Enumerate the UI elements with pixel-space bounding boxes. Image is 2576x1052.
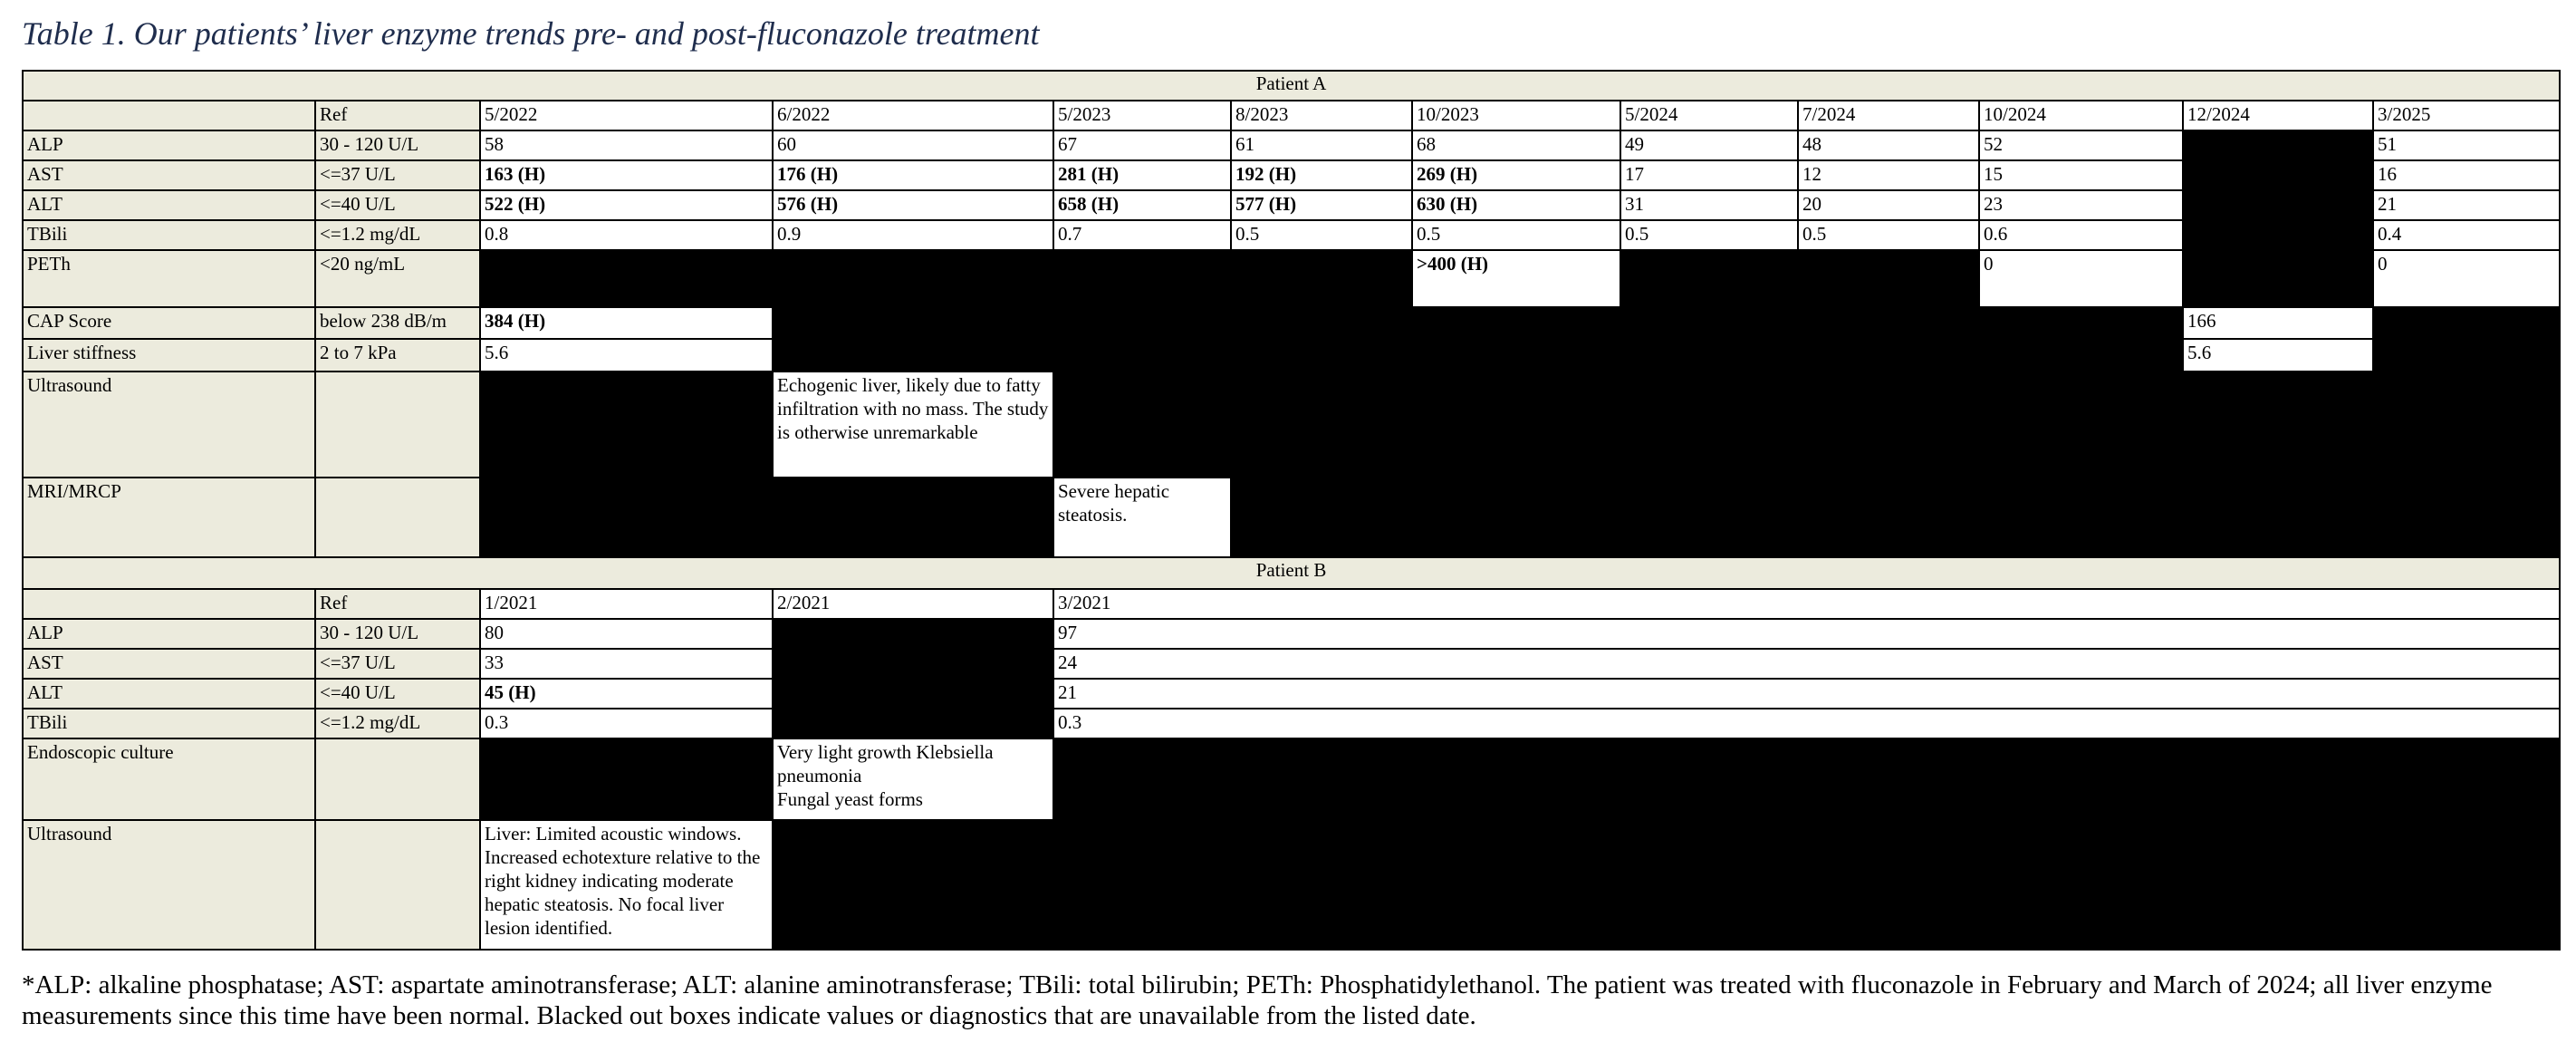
table-row <box>23 307 2560 339</box>
date-header: 12/2024 <box>2183 101 2373 130</box>
cell-value-high: 384 (H) <box>480 307 773 339</box>
culture-finding <box>773 738 1053 820</box>
row-label-tbili: TBili <box>23 709 315 738</box>
ref-value: below 238 dB/m <box>315 307 480 339</box>
ultrasound-finding: Liver: Limited acoustic windows. Increased echotexture relative to the right kidney indicating moderate hepatic steatosis. No focal liver lesion identified. <box>480 820 773 950</box>
row-label-mri-mrcp: MRI/MRCP <box>23 478 315 557</box>
cell-value-high: 269 (H) <box>1412 160 1620 190</box>
cell-value: 31 <box>1620 190 1798 220</box>
cell-value: 0.9 <box>773 220 1053 250</box>
ref-value: <20 ng/mL <box>315 250 480 307</box>
blacked-out-cell <box>2183 220 2373 250</box>
table-row <box>23 738 2560 820</box>
date-header: 5/2022 <box>480 101 773 130</box>
cell-value: 24 <box>1053 649 2560 679</box>
cell-value: 97 <box>1053 619 2560 649</box>
cell-value: 0.5 <box>1231 220 1412 250</box>
date-header: 6/2022 <box>773 101 1053 130</box>
ref-value: <=37 U/L <box>315 649 480 679</box>
date-header: 8/2023 <box>1231 101 1412 130</box>
ref-value: <=40 U/L <box>315 679 480 709</box>
cell-value: 0.8 <box>480 220 773 250</box>
row-label-alt: ALT <box>23 679 315 709</box>
cell-value: 0 <box>2373 250 2560 307</box>
row-label-ast: AST <box>23 649 315 679</box>
date-header: 7/2024 <box>1798 101 1979 130</box>
date-header: 3/2025 <box>2373 101 2560 130</box>
table-row <box>23 339 2560 372</box>
cell-value: 0.5 <box>1620 220 1798 250</box>
cell-value: 15 <box>1979 160 2183 190</box>
ultrasound-finding: Echogenic liver, likely due to fatty infiltration with no mass. The study is otherwise unremarkable <box>773 372 1053 478</box>
cell-value: 0.4 <box>2373 220 2560 250</box>
table-row <box>23 478 2560 557</box>
blacked-out-cell <box>2373 339 2560 372</box>
blacked-out-cell <box>2183 250 2373 307</box>
cell-value: 166 <box>2183 307 2373 339</box>
ref-value <box>315 820 480 950</box>
liver-enzyme-table <box>22 70 2561 951</box>
date-header: 3/2021 <box>1053 589 2560 619</box>
ref-value: 30 - 120 U/L <box>315 619 480 649</box>
ref-value: <=1.2 mg/dL <box>315 220 480 250</box>
cell-value: 0.5 <box>1798 220 1979 250</box>
cell-value: 16 <box>2373 160 2560 190</box>
blacked-out-cell <box>773 820 2560 950</box>
row-label-endoscopic-culture: Endoscopic culture <box>23 738 315 820</box>
mri-finding: Severe hepatic steatosis. <box>1053 478 1231 557</box>
cell-value: 49 <box>1620 130 1798 160</box>
blacked-out-cell <box>1620 250 1979 307</box>
row-label-tbili: TBili <box>23 220 315 250</box>
cell-value: 0.5 <box>1412 220 1620 250</box>
blacked-out-cell <box>773 339 2183 372</box>
table-footnote: *ALP: alkaline phosphatase; AST: aspartate aminotransferase; ALT: alanine aminotransferase; TBili: total bilirubin; PETh: Phosphatidylethanol. The patient was treated with fluconazole in February and March of 2024; all liver enzyme measurements since this time have been normal. Blacked out boxes indicate values or diagnostics that are unavailable from the listed date. <box>22 970 2493 1030</box>
cell-value-high: 577 (H) <box>1231 190 1412 220</box>
date-header: 2/2021 <box>773 589 1053 619</box>
date-header: 10/2023 <box>1412 101 1620 130</box>
row-label-ultrasound: Ultrasound <box>23 372 315 478</box>
blacked-out-cell <box>480 250 1412 307</box>
cell-value: 21 <box>2373 190 2560 220</box>
table-row <box>23 649 2560 679</box>
table-row <box>23 190 2560 220</box>
blacked-out-cell <box>773 619 1053 738</box>
table-row <box>23 679 2560 709</box>
ref-header: Ref <box>315 589 480 619</box>
date-header: 1/2021 <box>480 589 773 619</box>
blacked-out-cell <box>2183 190 2373 220</box>
table-row <box>23 160 2560 190</box>
blacked-out-cell <box>2183 130 2373 160</box>
row-label-ast: AST <box>23 160 315 190</box>
cell-value-high: 658 (H) <box>1053 190 1231 220</box>
cell-value-high: 281 (H) <box>1053 160 1231 190</box>
cell-value: 0.3 <box>1053 709 2560 738</box>
date-header: 5/2024 <box>1620 101 1798 130</box>
cell-value: 80 <box>480 619 773 649</box>
cell-value-high: 630 (H) <box>1412 190 1620 220</box>
table-row <box>23 619 2560 649</box>
culture-line: Very light growth Klebsiella pneumonia <box>777 741 994 787</box>
row-label-cap-score: CAP Score <box>23 307 315 339</box>
cell-value: 0.7 <box>1053 220 1231 250</box>
ref-value: <=40 U/L <box>315 190 480 220</box>
table-row <box>23 250 2560 307</box>
ref-value <box>315 478 480 557</box>
cell-value: 0.3 <box>480 709 773 738</box>
table-row <box>23 220 2560 250</box>
cell-value: 68 <box>1412 130 1620 160</box>
cell-value: 52 <box>1979 130 2183 160</box>
row-label-liver-stiffness: Liver stiffness <box>23 339 315 372</box>
table-row <box>23 820 2560 950</box>
row-label-ultrasound: Ultrasound <box>23 820 315 950</box>
cell-value: 5.6 <box>2183 339 2373 372</box>
cell-value: 21 <box>1053 679 2560 709</box>
table-row <box>23 101 2560 130</box>
blacked-out-cell <box>773 307 2183 339</box>
ref-value <box>315 372 480 478</box>
blacked-out-cell <box>1231 478 2560 557</box>
cell-value-high: >400 (H) <box>1412 250 1620 307</box>
cell-value: 0.6 <box>1979 220 2183 250</box>
ref-value: <=37 U/L <box>315 160 480 190</box>
cell-value: 17 <box>1620 160 1798 190</box>
row-label-peth: PETh <box>23 250 315 307</box>
row-label-alp: ALP <box>23 130 315 160</box>
cell-value: 61 <box>1231 130 1412 160</box>
section-title-patient-b: Patient B <box>23 557 2560 589</box>
blacked-out-cell <box>2373 307 2560 339</box>
table-row <box>23 372 2560 478</box>
cell-value-high: 176 (H) <box>773 160 1053 190</box>
blacked-out-cell <box>480 478 1053 557</box>
cell-value: 51 <box>2373 130 2560 160</box>
cell-value: 5.6 <box>480 339 773 372</box>
cell-value: 67 <box>1053 130 1231 160</box>
ref-value: 30 - 120 U/L <box>315 130 480 160</box>
cell-value: 12 <box>1798 160 1979 190</box>
ref-value: <=1.2 mg/dL <box>315 709 480 738</box>
date-header: 5/2023 <box>1053 101 1231 130</box>
table-row <box>23 130 2560 160</box>
row-label-alt: ALT <box>23 190 315 220</box>
ref-value <box>315 738 480 820</box>
table-row <box>23 709 2560 738</box>
date-header: 10/2024 <box>1979 101 2183 130</box>
section-title-patient-a: Patient A <box>23 71 2560 101</box>
blacked-out-cell <box>1053 372 2560 478</box>
cell-value: 58 <box>480 130 773 160</box>
cell-value-high: 163 (H) <box>480 160 773 190</box>
row-label-alp: ALP <box>23 619 315 649</box>
blacked-out-cell <box>2183 160 2373 190</box>
cell-value-high: 576 (H) <box>773 190 1053 220</box>
culture-line: Fungal yeast forms <box>777 788 923 810</box>
cell-value-high: 192 (H) <box>1231 160 1412 190</box>
ref-value: 2 to 7 kPa <box>315 339 480 372</box>
empty-header-cell <box>23 101 315 130</box>
table-row <box>23 589 2560 619</box>
cell-value: 0 <box>1979 250 2183 307</box>
cell-value: 60 <box>773 130 1053 160</box>
cell-value: 20 <box>1798 190 1979 220</box>
blacked-out-cell <box>480 738 773 820</box>
ref-header: Ref <box>315 101 480 130</box>
cell-value: 23 <box>1979 190 2183 220</box>
table-caption: Table 1. Our patients’ liver enzyme trends pre- and post-fluconazole treatment <box>22 15 1040 52</box>
cell-value-high: 522 (H) <box>480 190 773 220</box>
cell-value: 48 <box>1798 130 1979 160</box>
blacked-out-cell <box>480 372 773 478</box>
cell-value-high: 45 (H) <box>480 679 773 709</box>
blacked-out-cell <box>1053 738 2560 820</box>
empty-header-cell <box>23 589 315 619</box>
cell-value: 33 <box>480 649 773 679</box>
